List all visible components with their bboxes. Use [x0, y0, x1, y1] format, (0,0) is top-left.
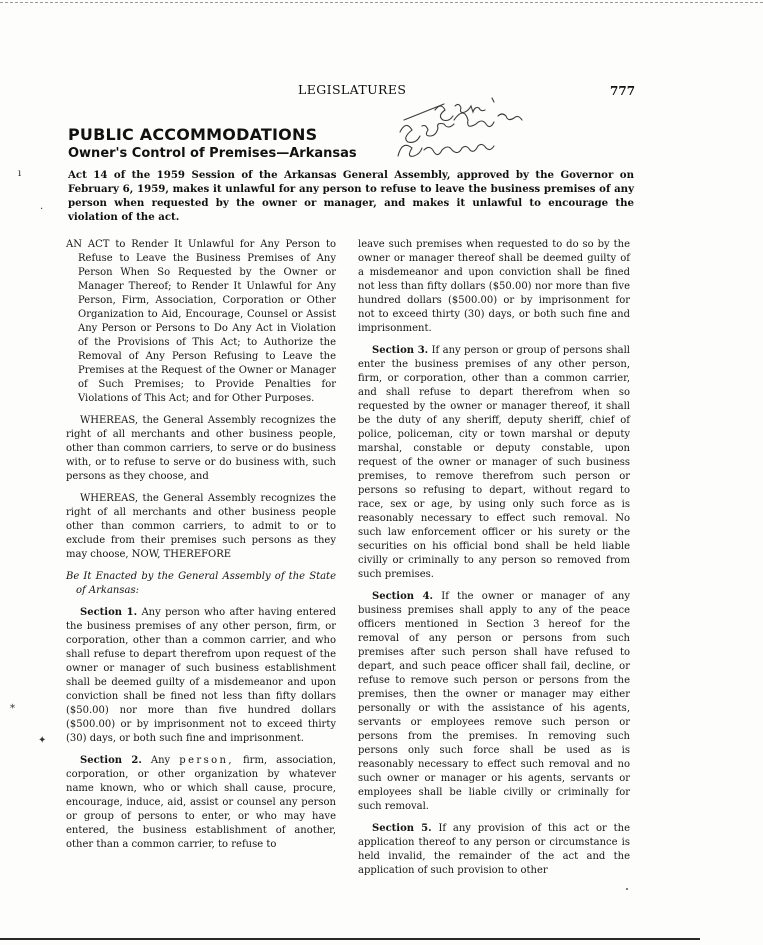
- scan-top-edge: [0, 2, 763, 3]
- whereas-clause-2: WHEREAS, the General Assembly recognizes the right of all merchants and other business people other than common carriers, to admit to or to exclude from their premises such persons as they may choose, NOW, THEREFORE: [66, 493, 336, 560]
- section-5-label: Section 5.: [372, 823, 432, 834]
- section-1-text: Any person who after having entered the business premises of any other person, firm, or corporation, other than a common carrier, and who shall refuse to depart therefrom upon request of the owner or manager of such business establishment shall be deemed guilty of a misdemeanor and upon conviction shall be fined not less than fifty dollars ($50.00) nor more than five hundred dollars ($500.00) or by imprisonment not to exceed thirty (30) days, or both such fine and imprisonment.: [66, 607, 336, 744]
- margin-mark-icon: ı: [18, 168, 22, 179]
- section-3-label: Section 3.: [372, 345, 429, 356]
- section-2: [66, 754, 336, 852]
- section-5: [358, 822, 630, 878]
- section-2-label: Section 2.: [80, 755, 142, 766]
- running-head: LEGISLATURES: [298, 82, 407, 97]
- section-2-text: firm, association, corporation, or other organization by whatever name known, who or which shall cause, procure, encourage, induce, aid, assist or counsel any person or group of persons to enter, or who may have entered, the business establishment of another, other than a common carrier, to refuse to: [66, 755, 337, 850]
- speck-mark: [626, 888, 628, 890]
- section-3-text: If any person or group of persons shall enter the business premises of any other person, firm, or corporation, other than a common carrier, and shall refuse to depart therefrom when so requested by the owner or manager thereof, it shall be the duty of any sheriff, deputy sheriff, chief of police, policeman, city or town marshal or deputy marshal, constable or deputy constable, upon request of the owner or manager of such business premises, to remove therefrom such person or persons so refusing to depart, without regard to race, sex or age, by using only such force as is reasonably necessary to effect such removal. No such law enforcement officer or his surety or the securities on his official bond shall be held liable civilly or criminally to any person so removed from such premises.: [358, 345, 631, 580]
- margin-dot-icon: ⁎: [10, 700, 15, 711]
- enacting-clause: Be It Enacted by the General Assembly of the State of Arkansas:: [66, 571, 336, 596]
- article-subtitle: Owner's Control of Premises—Arkansas: [68, 146, 357, 161]
- scan-bottom-edge: [0, 938, 700, 940]
- article-summary: Act 14 of the 1959 Session of the Arkansas General Assembly, approved by the Governor on February 6, 1959, makes it unlawful for any person to refuse to leave the business premises of any person when requested by the owner or manager, and makes it unlawful to encourage the violation of the act.: [68, 169, 634, 223]
- margin-dot-icon: ✦: [38, 735, 47, 746]
- margin-dot-icon: ·: [40, 204, 44, 215]
- section-5-text: If any provision of this act or the application thereof to any person or circumstance is held invalid, the remainder of the act and the application of such provision to other: [358, 823, 630, 876]
- whereas-clause-1: WHEREAS, the General Assembly recognizes the right of all merchants and other business people, other than common carriers, to serve or do business with, or to refuse to serve or do business with, such persons as they choose, and: [66, 415, 336, 482]
- section-2-continued: leave such premises when requested to do so by the owner or manager thereof shall be deemed guilty of a misdemeanor and upon conviction shall be fined not less than fifty dollars ($50.00) nor more than five hundred dollars ($500.00) or by imprisonment for not to exceed thirty (30) days, or both such fine and imprisonment.: [358, 239, 630, 334]
- section-2-person: person,: [179, 755, 234, 766]
- left-column: [66, 238, 336, 860]
- section-4-text: If the owner or manager of any business premises shall apply to any of the peace officers mentioned in Section 3 hereof for the removal of any person or persons from such premises after such person shall have refused to depart, and such peace officer shall fail, decline, or refuse to remove such person or persons from the premises, then the owner or manager may either personally or with the assistance of his agents, servants or employees remove such person or persons from the premises. In removing such persons only such force shall be used as is reasonably necessary to effect such removal and no such owner or manager or his agents, servants or employees shall be liable civilly or criminally for such removal.: [358, 591, 631, 812]
- handwriting-scribble-icon: [380, 90, 550, 170]
- right-column: [358, 238, 630, 886]
- article-title: PUBLIC ACCOMMODATIONS: [68, 125, 318, 144]
- section-4-label: Section 4.: [372, 591, 434, 602]
- section-1: [66, 606, 336, 746]
- section-2-any: Any: [150, 755, 171, 766]
- page-number: 777: [610, 84, 636, 98]
- section-3: [358, 344, 630, 582]
- section-1-label: Section 1.: [80, 607, 138, 618]
- handwritten-annotation: [380, 90, 550, 170]
- act-title: AN ACT to Render It Unlawful for Any Person to Refuse to Leave the Business Premises of Any Person When So Requested by the Owner or Manager Thereof; to Render It Unlawful for Any Person, Firm, Association, Corporation or Other Organization to Aid, Encourage, Counsel or Assist Any Person or Persons to Do Any Act in Violation of the Provisions of This Act; to Authorize the Removal of Any Person Refusing to Leave the Premises at the Request of the Owner or Manager of Such Premises; to Provide Penalties for Violations of This Act; and for Other Purposes.: [66, 239, 336, 404]
- section-4: [358, 590, 630, 814]
